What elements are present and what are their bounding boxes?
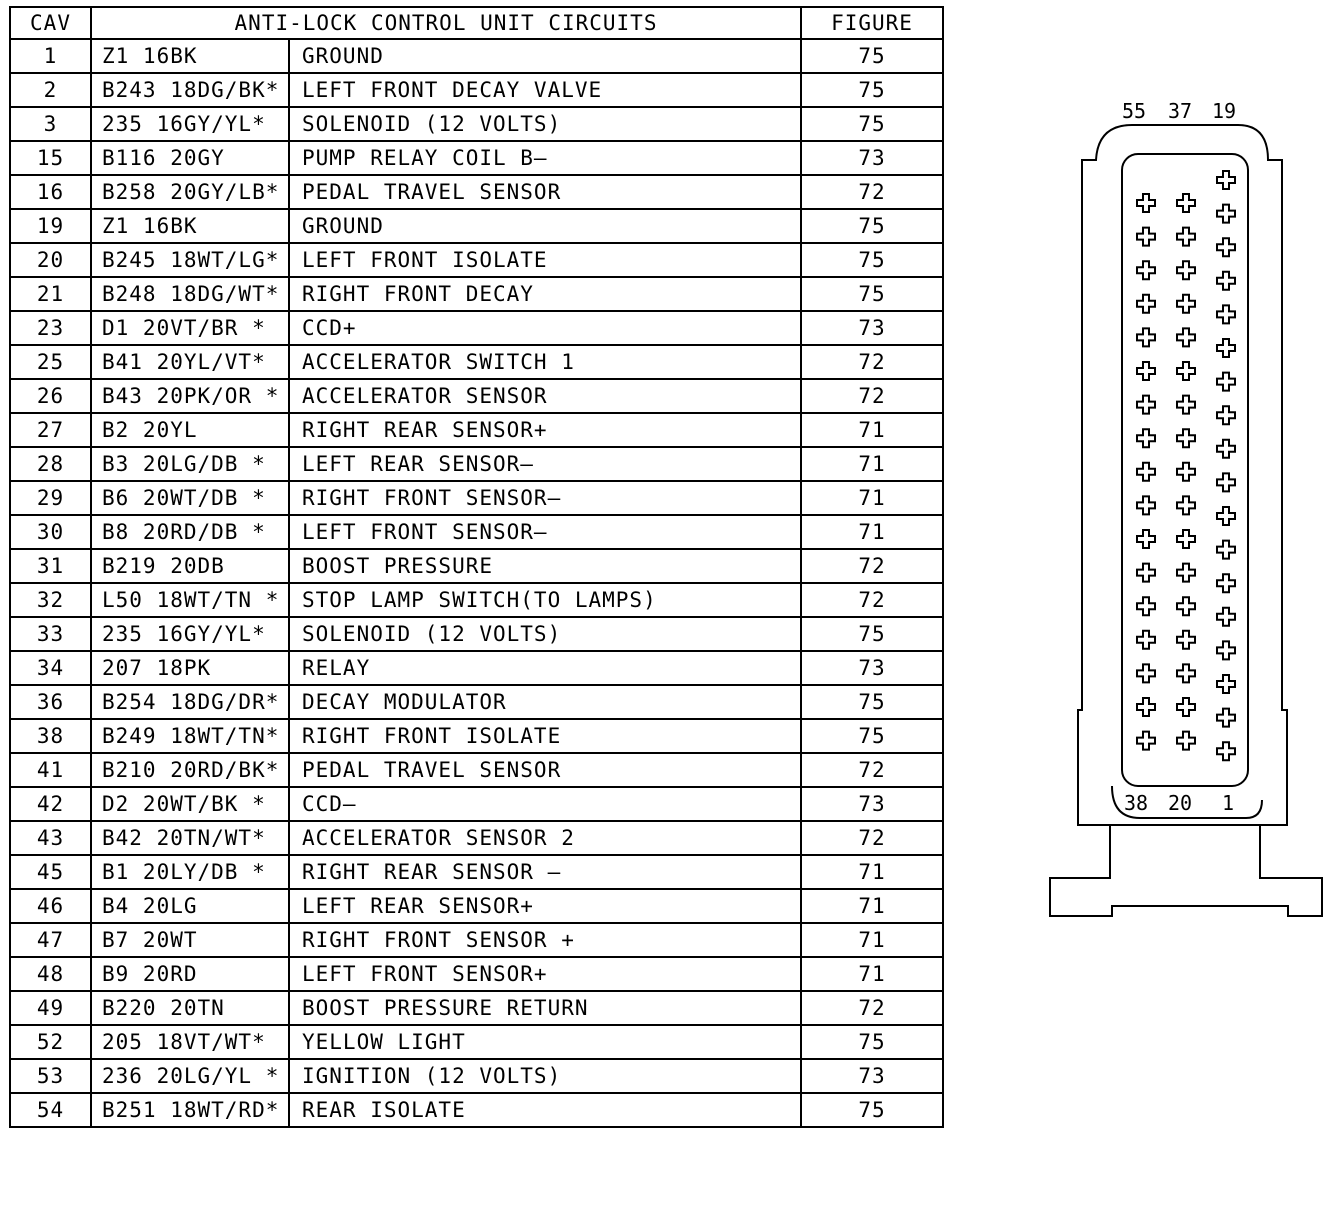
top-label-19: 19 [1212, 99, 1237, 123]
connector-pin [1217, 373, 1235, 391]
wire-cell: B7 20WT [91, 923, 289, 957]
description-cell: LEFT FRONT SENSOR+ [289, 957, 801, 991]
connector-pin [1177, 664, 1195, 682]
figure-cell: 71 [801, 413, 943, 447]
table-row [10, 1093, 943, 1127]
connector-pin [1137, 396, 1155, 414]
table-row [10, 447, 943, 481]
cav-cell: 53 [10, 1059, 91, 1093]
cav-cell: 43 [10, 821, 91, 855]
description-cell: RELAY [289, 651, 801, 685]
figure-cell: 75 [801, 73, 943, 107]
connector-pin [1137, 698, 1155, 716]
connector-pin [1217, 171, 1235, 189]
header-figure: FIGURE [801, 7, 943, 39]
cav-cell: 26 [10, 379, 91, 413]
cav-cell: 45 [10, 855, 91, 889]
connector-pin [1177, 194, 1195, 212]
connector-pin [1137, 564, 1155, 582]
cav-cell: 32 [10, 583, 91, 617]
connector-pin [1177, 698, 1195, 716]
wire-cell: 207 18PK [91, 651, 289, 685]
description-cell: SOLENOID (12 VOLTS) [289, 617, 801, 651]
wire-cell: B116 20GY [91, 141, 289, 175]
figure-cell: 75 [801, 685, 943, 719]
description-cell: RIGHT FRONT SENSOR + [289, 923, 801, 957]
wire-cell: 236 20LG/YL * [91, 1059, 289, 1093]
wire-cell: 235 16GY/YL* [91, 107, 289, 141]
connector-pin [1177, 328, 1195, 346]
bottom-label-38: 38 [1124, 791, 1149, 815]
connector-pin [1177, 463, 1195, 481]
table-row [10, 889, 943, 923]
wire-cell: B249 18WT/TN* [91, 719, 289, 753]
figure-cell: 71 [801, 889, 943, 923]
table-header-row [10, 7, 943, 39]
connector-pin [1217, 339, 1235, 357]
wire-cell: Z1 16BK [91, 39, 289, 73]
connector-pin [1177, 732, 1195, 750]
connector-pin [1217, 440, 1235, 458]
description-cell: PEDAL TRAVEL SENSOR [289, 753, 801, 787]
table-row [10, 345, 943, 379]
connector-pin [1217, 238, 1235, 256]
cav-cell: 41 [10, 753, 91, 787]
table-row [10, 243, 943, 277]
table-row [10, 991, 943, 1025]
figure-cell: 72 [801, 753, 943, 787]
table-row [10, 141, 943, 175]
cav-cell: 54 [10, 1093, 91, 1127]
table-body [10, 39, 943, 1127]
cav-cell: 49 [10, 991, 91, 1025]
description-cell: GROUND [289, 209, 801, 243]
cav-cell: 27 [10, 413, 91, 447]
cav-cell: 36 [10, 685, 91, 719]
cav-cell: 23 [10, 311, 91, 345]
figure-cell: 71 [801, 447, 943, 481]
table-row [10, 549, 943, 583]
connector-pin [1217, 305, 1235, 323]
description-cell: RIGHT FRONT ISOLATE [289, 719, 801, 753]
description-cell: LEFT FRONT DECAY VALVE [289, 73, 801, 107]
connector-pin [1217, 205, 1235, 223]
connector-pin [1217, 742, 1235, 760]
connector-pin [1217, 709, 1235, 727]
description-cell: GROUND [289, 39, 801, 73]
wire-cell: Z1 16BK [91, 209, 289, 243]
cav-cell: 46 [10, 889, 91, 923]
description-cell: CCD+ [289, 311, 801, 345]
wire-cell: B43 20PK/OR * [91, 379, 289, 413]
description-cell: STOP LAMP SWITCH(TO LAMPS) [289, 583, 801, 617]
connector-pin [1217, 574, 1235, 592]
connector-pin [1177, 295, 1195, 313]
table-row [10, 719, 943, 753]
cav-cell: 2 [10, 73, 91, 107]
bottom-label-1: 1 [1222, 791, 1235, 815]
wire-cell: B210 20RD/BK* [91, 753, 289, 787]
table-row [10, 39, 943, 73]
figure-cell: 75 [801, 243, 943, 277]
connector-pin [1177, 597, 1195, 615]
description-cell: IGNITION (12 VOLTS) [289, 1059, 801, 1093]
figure-cell: 71 [801, 923, 943, 957]
wire-cell: B1 20LY/DB * [91, 855, 289, 889]
cav-cell: 3 [10, 107, 91, 141]
cav-cell: 20 [10, 243, 91, 277]
wire-cell: B258 20GY/LB* [91, 175, 289, 209]
table-row [10, 821, 943, 855]
wire-cell: L50 18WT/TN * [91, 583, 289, 617]
wire-cell: D1 20VT/BR * [91, 311, 289, 345]
header-cav: CAV [10, 7, 91, 39]
description-cell: ACCELERATOR SENSOR 2 [289, 821, 801, 855]
cav-cell: 29 [10, 481, 91, 515]
description-cell: BOOST PRESSURE [289, 549, 801, 583]
connector-pin [1217, 507, 1235, 525]
table-row [10, 107, 943, 141]
table-row [10, 73, 943, 107]
connector-pin [1177, 530, 1195, 548]
description-cell: RIGHT FRONT SENSOR— [289, 481, 801, 515]
cav-cell: 52 [10, 1025, 91, 1059]
wire-cell: B248 18DG/WT* [91, 277, 289, 311]
connector-pin [1177, 396, 1195, 414]
cav-cell: 48 [10, 957, 91, 991]
wire-cell: B9 20RD [91, 957, 289, 991]
figure-cell: 72 [801, 175, 943, 209]
table-row [10, 175, 943, 209]
cav-cell: 31 [10, 549, 91, 583]
figure-cell: 73 [801, 651, 943, 685]
connector-pin [1137, 228, 1155, 246]
table-row [10, 753, 943, 787]
description-cell: YELLOW LIGHT [289, 1025, 801, 1059]
table-row [10, 787, 943, 821]
table-row [10, 379, 943, 413]
description-cell: LEFT FRONT SENSOR— [289, 515, 801, 549]
wire-cell: B219 20DB [91, 549, 289, 583]
description-cell: RIGHT REAR SENSOR — [289, 855, 801, 889]
description-cell: RIGHT REAR SENSOR+ [289, 413, 801, 447]
description-cell: ACCELERATOR SENSOR [289, 379, 801, 413]
connector-pin [1217, 473, 1235, 491]
table-row [10, 685, 943, 719]
cav-cell: 19 [10, 209, 91, 243]
table-row [10, 209, 943, 243]
wire-cell: B2 20YL [91, 413, 289, 447]
connector-pin [1137, 295, 1155, 313]
wire-cell: B245 18WT/LG* [91, 243, 289, 277]
wire-cell: B254 18DG/DR* [91, 685, 289, 719]
connector-pin [1217, 406, 1235, 424]
figure-cell: 71 [801, 855, 943, 889]
top-label-55: 55 [1122, 99, 1147, 123]
header-title: ANTI-LOCK CONTROL UNIT CIRCUITS [91, 7, 801, 39]
circuit-table [9, 6, 944, 1128]
figure-cell: 75 [801, 719, 943, 753]
description-cell: LEFT REAR SENSOR+ [289, 889, 801, 923]
description-cell: SOLENOID (12 VOLTS) [289, 107, 801, 141]
figure-cell: 75 [801, 209, 943, 243]
figure-cell: 75 [801, 1025, 943, 1059]
table-row [10, 651, 943, 685]
wire-cell: B6 20WT/DB * [91, 481, 289, 515]
connector-pin [1217, 272, 1235, 290]
figure-cell: 71 [801, 481, 943, 515]
description-cell: RIGHT FRONT DECAY [289, 277, 801, 311]
cav-cell: 15 [10, 141, 91, 175]
connector-pin [1217, 541, 1235, 559]
table-row [10, 413, 943, 447]
figure-cell: 72 [801, 821, 943, 855]
cav-cell: 25 [10, 345, 91, 379]
connector-pin [1177, 564, 1195, 582]
figure-cell: 72 [801, 583, 943, 617]
connector-pin [1177, 631, 1195, 649]
figure-cell: 73 [801, 141, 943, 175]
connector-pin [1137, 496, 1155, 514]
figure-cell: 75 [801, 39, 943, 73]
wire-cell: B220 20TN [91, 991, 289, 1025]
connector-pin [1137, 664, 1155, 682]
table-row [10, 481, 943, 515]
cav-cell: 16 [10, 175, 91, 209]
description-cell: BOOST PRESSURE RETURN [289, 991, 801, 1025]
connector-pin [1137, 631, 1155, 649]
wire-cell: D2 20WT/BK * [91, 787, 289, 821]
connector-pin [1217, 675, 1235, 693]
connector-pin [1137, 194, 1155, 212]
table-row [10, 1059, 943, 1093]
figure-cell: 73 [801, 1059, 943, 1093]
wire-cell: B243 18DG/BK* [91, 73, 289, 107]
table-row [10, 515, 943, 549]
table-row [10, 617, 943, 651]
connector-pin [1137, 597, 1155, 615]
figure-cell: 71 [801, 515, 943, 549]
wire-cell: B41 20YL/VT* [91, 345, 289, 379]
description-cell: DECAY MODULATOR [289, 685, 801, 719]
connector-pin [1177, 362, 1195, 380]
connector-diagram [1040, 95, 1340, 925]
description-cell: LEFT REAR SENSOR— [289, 447, 801, 481]
connector-pin [1177, 228, 1195, 246]
description-cell: CCD— [289, 787, 801, 821]
table-row [10, 957, 943, 991]
description-cell: ACCELERATOR SWITCH 1 [289, 345, 801, 379]
table-row [10, 923, 943, 957]
figure-cell: 72 [801, 345, 943, 379]
wire-cell: B4 20LG [91, 889, 289, 923]
cav-cell: 1 [10, 39, 91, 73]
table-row [10, 311, 943, 345]
top-label-37: 37 [1168, 99, 1193, 123]
description-cell: LEFT FRONT ISOLATE [289, 243, 801, 277]
connector-pin [1137, 261, 1155, 279]
figure-cell: 75 [801, 277, 943, 311]
cav-cell: 34 [10, 651, 91, 685]
table-row [10, 855, 943, 889]
figure-cell: 75 [801, 617, 943, 651]
connector-pin [1177, 429, 1195, 447]
figure-cell: 75 [801, 107, 943, 141]
table-row [10, 277, 943, 311]
cav-cell: 21 [10, 277, 91, 311]
connector-pin [1177, 261, 1195, 279]
pin-grid [1137, 171, 1235, 760]
connector-pin [1137, 732, 1155, 750]
cav-cell: 28 [10, 447, 91, 481]
connector-pin [1137, 328, 1155, 346]
cav-cell: 47 [10, 923, 91, 957]
wire-cell: B251 18WT/RD* [91, 1093, 289, 1127]
cav-cell: 30 [10, 515, 91, 549]
table-row [10, 1025, 943, 1059]
wire-cell: B42 20TN/WT* [91, 821, 289, 855]
wire-cell: 235 16GY/YL* [91, 617, 289, 651]
wire-cell: B8 20RD/DB * [91, 515, 289, 549]
figure-cell: 75 [801, 1093, 943, 1127]
cav-cell: 33 [10, 617, 91, 651]
figure-cell: 71 [801, 957, 943, 991]
figure-cell: 72 [801, 379, 943, 413]
figure-cell: 73 [801, 787, 943, 821]
figure-cell: 72 [801, 549, 943, 583]
connector-pin [1137, 429, 1155, 447]
bottom-label-20: 20 [1168, 791, 1193, 815]
cav-cell: 42 [10, 787, 91, 821]
cav-cell: 38 [10, 719, 91, 753]
connector-pin [1217, 608, 1235, 626]
description-cell: PEDAL TRAVEL SENSOR [289, 175, 801, 209]
connector-pin [1137, 362, 1155, 380]
figure-cell: 72 [801, 991, 943, 1025]
connector-pin [1177, 496, 1195, 514]
description-cell: PUMP RELAY COIL B— [289, 141, 801, 175]
figure-cell: 73 [801, 311, 943, 345]
description-cell: REAR ISOLATE [289, 1093, 801, 1127]
connector-pin [1217, 641, 1235, 659]
connector-pin [1137, 530, 1155, 548]
connector-pin [1137, 463, 1155, 481]
table-row [10, 583, 943, 617]
wire-cell: 205 18VT/WT* [91, 1025, 289, 1059]
wire-cell: B3 20LG/DB * [91, 447, 289, 481]
